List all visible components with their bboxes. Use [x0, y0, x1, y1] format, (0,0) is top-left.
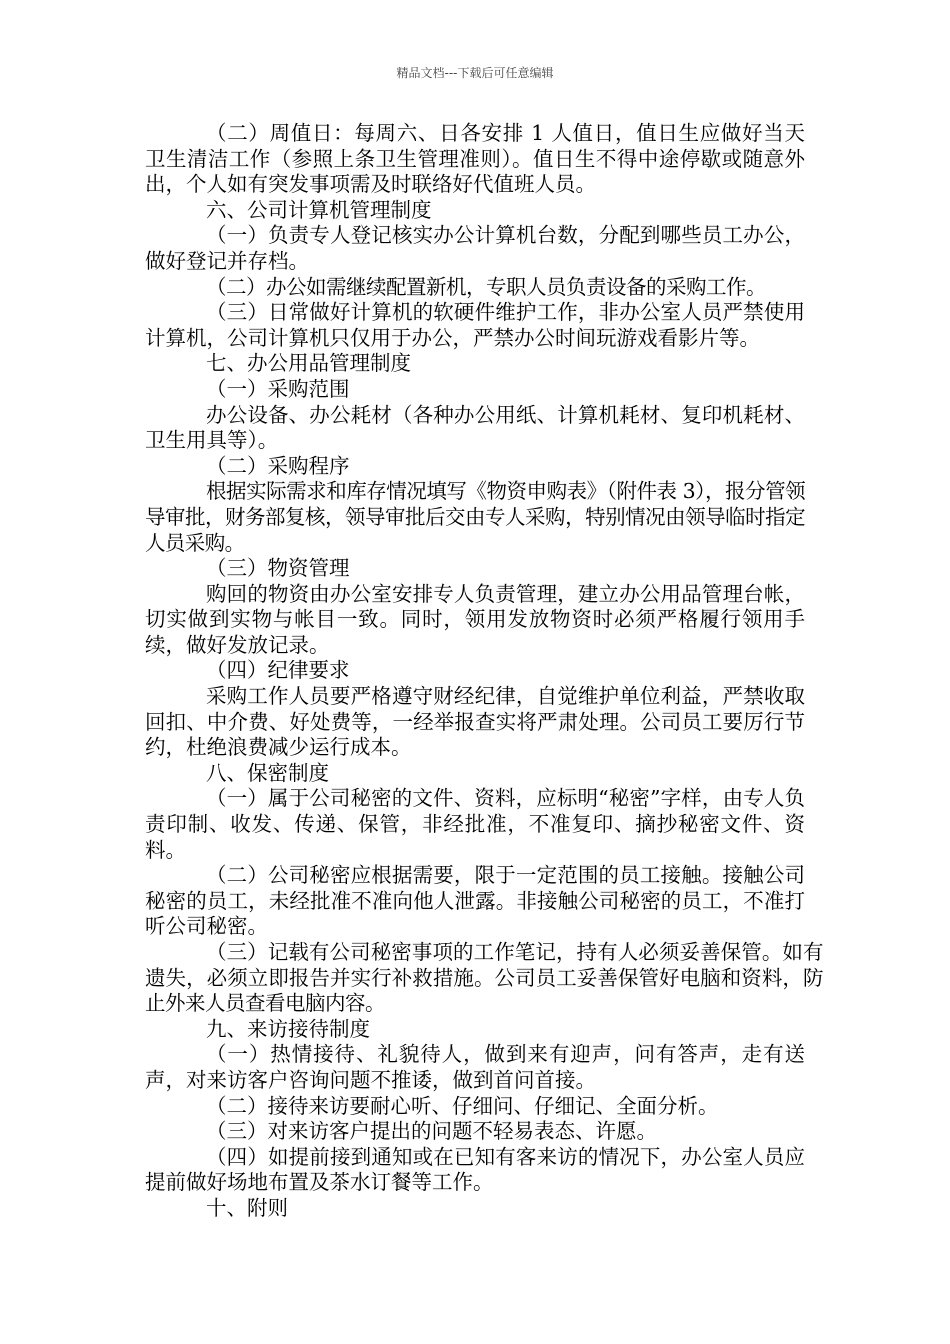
paragraph-material-management: 购回的物资由办公室安排专人负责管理，建立办公用品管理台帐，切实做到实物与帐目一致。同时，领用发放物资时必须严格履行领用手续，做好发放记录。 [145, 581, 805, 657]
section-heading-computer: 六、公司计算机管理制度 [206, 197, 432, 222]
paragraph-reception-4: （四）如提前接到通知或在已知有客来访的情况下，办公室人员应提前做好场地布置及茶水订餐等工作。 [145, 1144, 805, 1195]
paragraph-reception-1: （一）热情接待、礼貌待人，做到来有迎声，问有答声，走有送声，对来访客户咨询问题不推诿，做到首问首接。 [145, 1042, 805, 1092]
paragraph-confidentiality-2: （二）公司秘密应根据需要，限于一定范围的员工接触。接触公司秘密的员工，未经批准不准向他人泄露。非接触公司秘密的员工，不准打听公司秘密。 [145, 863, 805, 939]
paragraph-computer-2: （二）办公如需继续配置新机，专职人员负责设备的采购工作。 [206, 274, 766, 299]
subheading-material-management: （三）物资管理 [206, 556, 350, 581]
section-heading-appendix: 十、附则 [206, 1195, 288, 1220]
paragraph-purchase-procedure: 根据实际需求和库存情况填写《物资申购表》（附件表 3），报分管领导审批，财务部复核，领导审批后交由专人采购，特别情况由领导临时指定人员采购。 [145, 479, 805, 555]
section-heading-reception: 九、来访接待制度 [206, 1016, 370, 1041]
paragraph-reception-2: （二）接待来访要耐心听、仔细问、仔细记、全面分析。 [206, 1093, 719, 1118]
document-body [145, 121, 823, 1222]
paragraph-confidentiality-1: （一）属于公司秘密的文件、资料，应标明“秘密”字样，由专人负责印制、收发、传递、保管，非经批准，不准复印、摘抄秘密文件、资料。 [145, 786, 805, 862]
paragraph-purchase-scope: 办公设备、办公耗材（各种办公用纸、计算机耗材、复印机耗材、卫生用具等）。 [145, 402, 805, 453]
paragraph-computer-1: （一）负责专人登记核实办公计算机台数，分配到哪些员工办公，做好登记并存档。 [145, 223, 805, 273]
subheading-discipline: （四）纪律要求 [206, 658, 350, 683]
paragraph-duty-day: （二）周值日：每周六、日各安排 1 人值日，值日生应做好当天卫生清洁工作（参照上条卫生管理准则）。值日生不得中途停歇或随意外出，个人如有突发事项需及时联络好代值班人员。 [145, 121, 805, 197]
subheading-purchase-scope: （一）采购范围 [206, 376, 350, 401]
section-heading-confidentiality: 八、保密制度 [206, 760, 329, 785]
paragraph-computer-3: （三）日常做好计算机的软硬件维护工作，非办公室人员严禁使用计算机，公司计算机只仅用于办公，严禁办公时间玩游戏看影片等。 [145, 300, 805, 350]
paragraph-confidentiality-3: （三）记载有公司秘密事项的工作笔记，持有人必须妥善保管。如有遗失，必须立即报告并实行补救措施。公司员工妥善保管好电脑和资料，防止外来人员查看电脑内容。 [145, 940, 823, 1016]
subheading-purchase-procedure: （二）采购程序 [206, 453, 350, 478]
section-heading-supplies: 七、办公用品管理制度 [206, 351, 411, 376]
paragraph-reception-3: （三）对来访客户提出的问题不轻易表态、许愿。 [206, 1119, 657, 1144]
page-header: 精品文档---下载后可任意编辑 [396, 66, 554, 80]
paragraph-discipline: 采购工作人员要严格遵守财经纪律，自觉维护单位利益，严禁收取回扣、中介费、好处费等，一经举报查实将严肃处理。公司员工要厉行节约，杜绝浪费减少运行成本。 [145, 684, 805, 760]
